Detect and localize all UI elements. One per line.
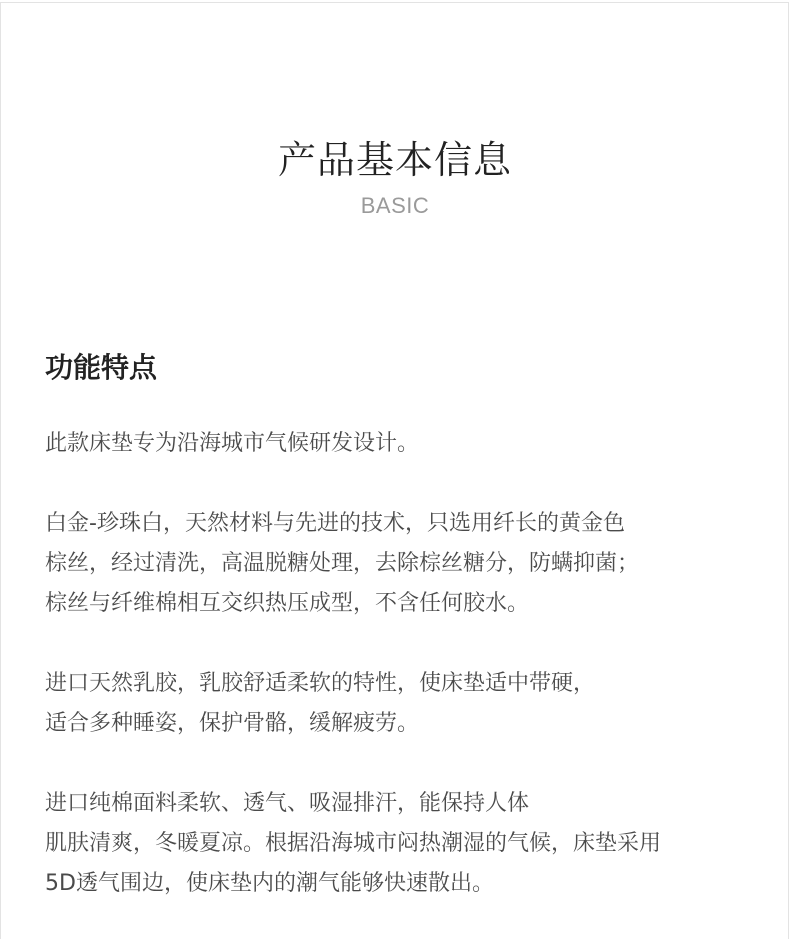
page-subtitle: BASIC: [360, 193, 430, 218]
paragraph-line: 进口纯棉面料柔软、透气、吸湿排汗，能保持人体: [45, 791, 530, 816]
paragraph-line: 棕丝与纤维棉相互交织热压成型，不含任何胶水。: [45, 591, 530, 616]
paragraph-line: 5D透气围边，使床垫内的潮气能够快速散出。: [45, 871, 494, 896]
page-title: 产品基本信息: [277, 138, 512, 182]
paragraph-line: 进口天然乳胶，乳胶舒适柔软的特性，使床垫适中带硬，: [45, 671, 596, 696]
page-header: [0, 136, 790, 220]
paragraph-intro: [45, 424, 765, 464]
paragraph-line: 棕丝，经过清洗，高温脱糖处理，去除棕丝糖分，防螨抑菌；: [45, 551, 640, 576]
paragraph-cotton: [45, 784, 765, 904]
paragraph-line: 此款床垫专为沿海城市气候研发设计。: [45, 431, 420, 456]
paragraph-line: 适合多种睡姿，保护骨骼，缓解疲劳。: [45, 711, 420, 736]
paragraph-palm-fiber: [45, 504, 765, 624]
paragraph-latex: [45, 664, 765, 744]
paragraph-line: 白金-珍珠白，天然材料与先进的技术，只选用纤长的黄金色: [45, 511, 625, 536]
feature-paragraphs: [45, 424, 765, 904]
section-heading: 功能特点: [45, 351, 158, 384]
paragraph-line: 肌肤清爽，冬暖夏凉。根据沿海城市闷热潮湿的气候，床垫采用: [45, 831, 662, 856]
features-section: [45, 350, 765, 944]
